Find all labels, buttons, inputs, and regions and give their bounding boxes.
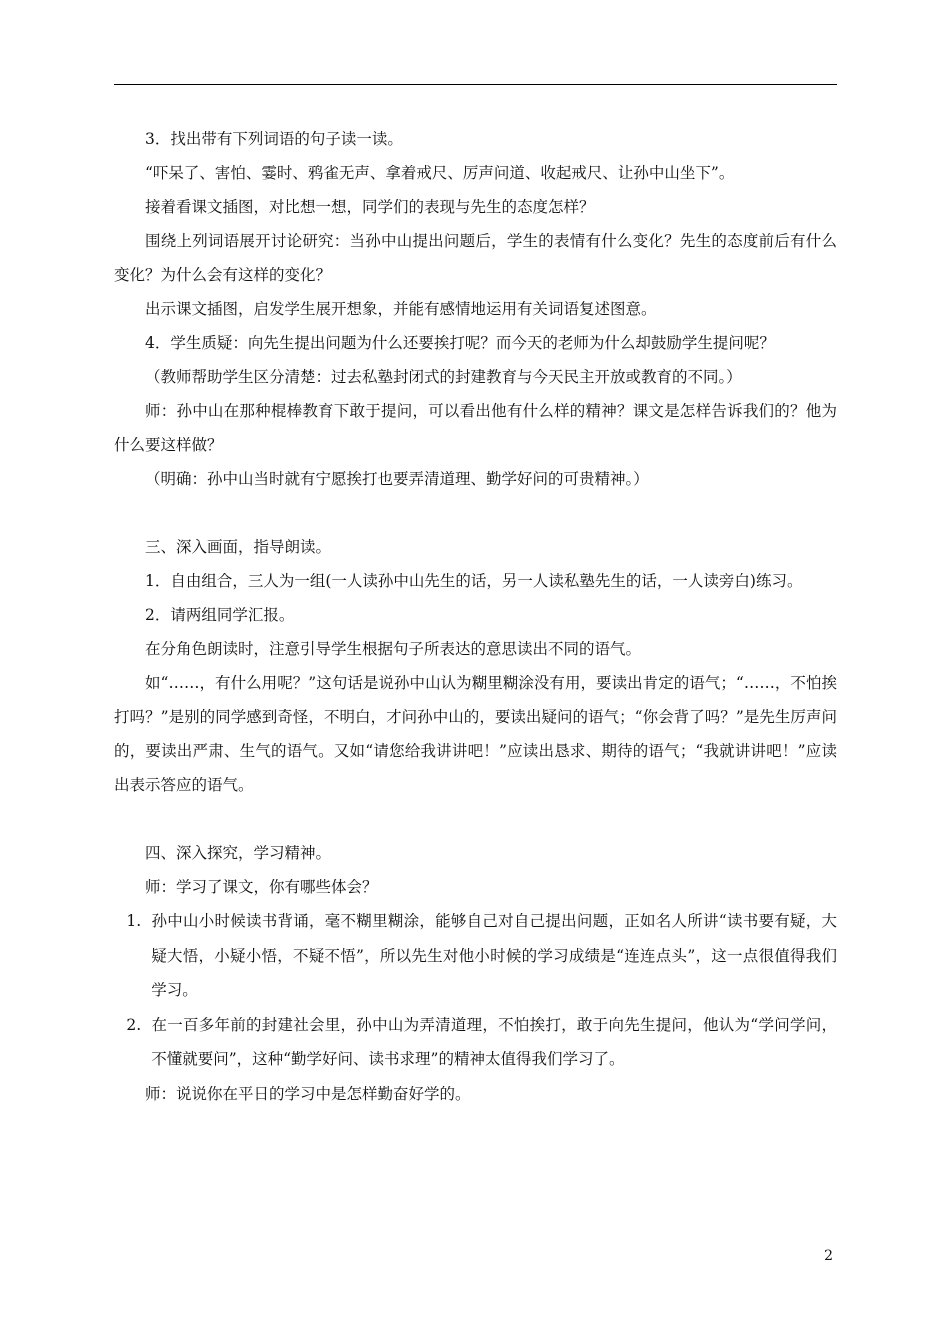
- section-heading: 三、深入画面，指导朗读。: [145, 538, 332, 556]
- paragraph: 3．找出带有下列词语的句子读一读。: [145, 130, 403, 148]
- paragraph: 在分角色朗读时，注意引导学生根据句子所表达的意思读出不同的语气。: [145, 640, 642, 658]
- paragraph: 2．请两组同学汇报。: [145, 606, 295, 624]
- header-rule: [114, 84, 837, 85]
- paragraph: 出示课文插图，启发学生展开想象，并能有感情地运用有关词语复述图意。: [145, 300, 657, 318]
- paragraph: 1．自由组合，三人为一组(一人读孙中山先生的话，另一人读私塾先生的话，一人读旁白)练习。: [145, 572, 803, 590]
- paragraph: （教师帮助学生区分清楚：过去私塾封闭式的封建教育与今天民主开放或教育的不同。）: [145, 368, 742, 386]
- paragraph: 围绕上列词语展开讨论研究：当孙中山提出问题后，学生的表情有什么变化？先生的态度前后有什么变化？为什么会有这样的变化？: [114, 232, 837, 284]
- paragraph: 师：孙中山在那种棍棒教育下敢于提问，可以看出他有什么样的精神？课文是怎样告诉我们的？他为什么要这样做？: [114, 402, 837, 454]
- paragraph: 师：说说你在平日的学习中是怎样勤奋好学的。: [145, 1084, 471, 1103]
- section-heading: 四、深入探究，学习精神。: [145, 844, 332, 862]
- paragraph: 4．学生质疑：向先生提出问题为什么还要挨打呢？而今天的老师为什么却鼓励学生提问呢？: [145, 334, 775, 352]
- list-item: [114, 904, 837, 1008]
- list-item-text: 孙中山小时候读书背诵，毫不糊里糊涂，能够自己对自己提出问题，正如名人所讲“读书要有疑，大疑大悟，小疑小悟，不疑不悟”，所以先生对他小时候的学习成绩是“连连点头”，这一点很值得我们学习。: [151, 912, 837, 999]
- document-body: [114, 122, 837, 1111]
- paragraph: 如“……，有什么用呢？”这句话是说孙中山认为糊里糊涂没有用，要读出肯定的语气；“……，不怕挨打吗？”是别的同学感到奇怪，不明白，才问孙中山的，要读出疑问的语气；“你会背了吗？”是先生厉声问的，要读出严肃、生气的语气。又如“请您给我讲讲吧！”应读出恳求、期待的语气；“我就讲讲吧！”应读出表示答应的语气。: [114, 674, 837, 794]
- paragraph: 接着看课文插图，对比想一想，同学们的表现与先生的态度怎样？: [145, 198, 595, 216]
- list-item-text: 在一百多年前的封建社会里，孙中山为弄清道理，不怕挨打，敢于向先生提问，他认为“学问学问，不懂就要问”，这种“勤学好问、读书求理”的精神太值得我们学习了。: [151, 1015, 837, 1068]
- page-number: 2: [824, 1248, 833, 1264]
- paragraph: “吓呆了、害怕、霎时、鸦雀无声、拿着戒尺、厉声问道、收起戒尺、让孙中山坐下”。: [145, 164, 735, 182]
- list-number: 2.: [126, 1015, 142, 1034]
- paragraph: 师：学习了课文，你有哪些体会？: [145, 878, 378, 896]
- list-item: [114, 1008, 837, 1077]
- list-number: 1.: [126, 912, 142, 930]
- paragraph: （明确：孙中山当时就有宁愿挨打也要弄清道理、勤学好问的可贵精神。）: [145, 470, 649, 488]
